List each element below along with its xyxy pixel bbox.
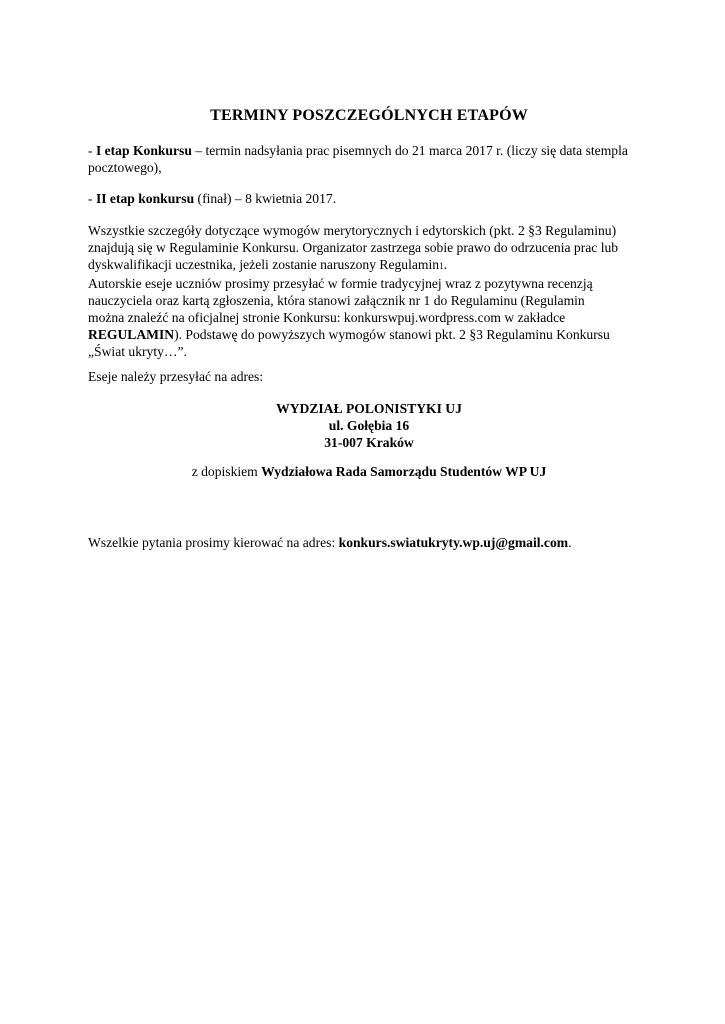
questions-contact [88, 534, 650, 551]
details-section [88, 222, 650, 360]
stage-1-label: I etap Konkursu [95, 143, 192, 158]
details-p1-end: . [443, 257, 447, 272]
details-p1-line-3: dyskwalifikacji uczestnika, jeżeli zostanie naruszony Regulamin [88, 257, 440, 272]
stage-1-text: – termin nadsyłania prac pisemnych do 21 marca 2017 r. (liczy się data stempla pocztowego), [88, 143, 628, 175]
questions-end: . [568, 535, 572, 550]
questions-text: Wszelkie pytania prosimy kierować na adres: [88, 535, 339, 550]
stage-2-prefix: - [88, 191, 96, 206]
details-paragraph-2 [88, 275, 650, 360]
details-paragraph-1 [88, 222, 650, 275]
send-instruction [88, 368, 650, 385]
regulamin-bold: REGULAMIN [88, 327, 175, 342]
address-annotation [88, 463, 650, 480]
postal-address [88, 400, 650, 451]
details-p2-line-3: można znaleźć na oficjalnej stronie Konkursu: konkurswpuj.wordpress.com w zakładce [88, 310, 566, 325]
annotation-prefix: z dopiskiem [191, 464, 262, 479]
details-p2-line-2: nauczyciela oraz kartą zgłoszenia, która stanowi załącznik nr 1 do Regulaminu (Regulamin [88, 293, 585, 308]
contact-email[interactable]: konkurs.swiatukryty.wp.uj@gmail.com [338, 535, 569, 550]
details-p1-line-1: Wszystkie szczegóły dotyczące wymogów merytorycznych i edytorskich (pkt. 2 §3 Regulaminu) [88, 223, 617, 238]
address-line-3: 31-007 Kraków [324, 435, 414, 450]
stage-2-text: (finał) – 8 kwietnia 2017. [194, 191, 337, 206]
details-p2-line-1: Autorskie eseje uczniów prosimy przesyłać w formie tradycyjnej wraz z pozytywna recenzją [88, 276, 593, 291]
details-p1-line-2: znajdują się w Regulaminie Konkursu. Organizator zastrzega sobie prawo do odrzucenia prac lub [88, 240, 619, 255]
stage-1-prefix: - [88, 143, 96, 158]
address-line-2: ul. Gołębia 16 [328, 418, 410, 433]
details-p2-line-4: ). Podstawę do powyższych wymogów stanowi pkt. 2 §3 Regulaminu Konkursu [174, 327, 610, 342]
stage-1-paragraph [88, 142, 650, 176]
send-text: Eseje należy przesyłać na adres: [88, 369, 264, 384]
stage-2-paragraph [88, 190, 650, 207]
address-line-1: WYDZIAŁ POLONISTYKI UJ [276, 401, 462, 416]
footnote-mark: 1 [439, 261, 444, 271]
annotation-bold: Wydziałowa Rada Samorządu Studentów WP UJ [261, 464, 547, 479]
page-title: TERMINY POSZCZEGÓLNYCH ETAPÓW [210, 107, 528, 124]
stage-2-label: II etap konkursu [95, 191, 195, 206]
details-p2-line-5: „Świat ukryty…”. [88, 344, 187, 359]
